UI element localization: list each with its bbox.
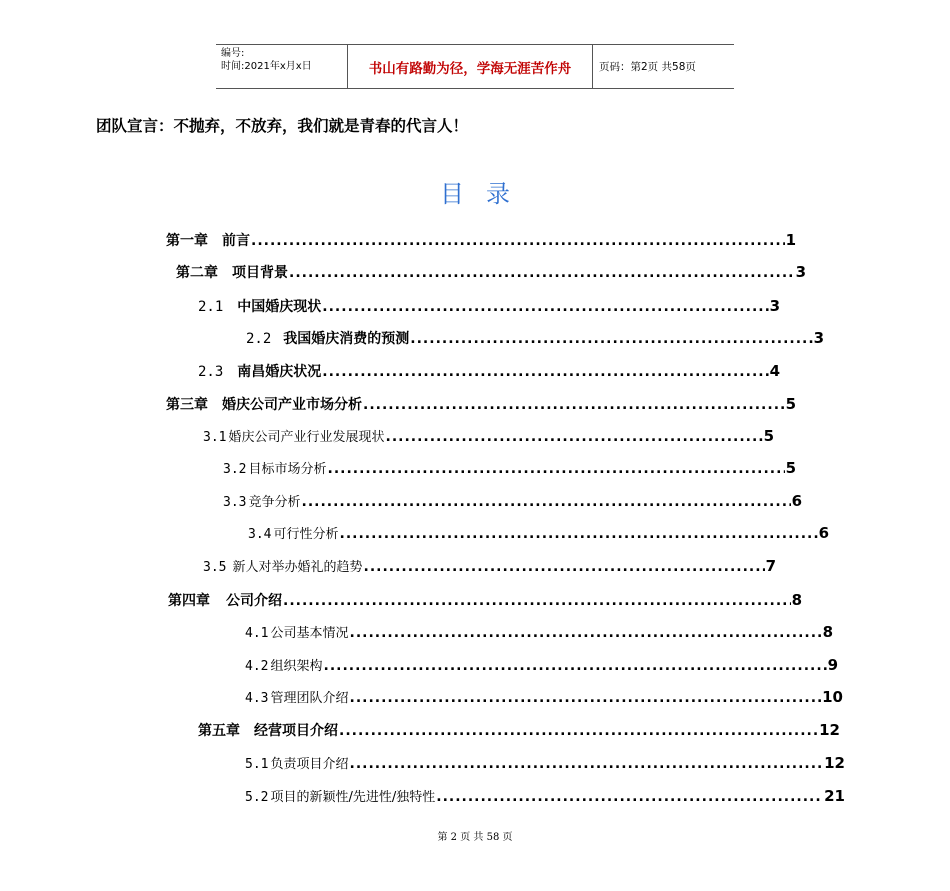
toc-entry-number: 3.1 [203, 430, 227, 445]
toc-entry[interactable] [198, 720, 840, 742]
toc-entry-title: 公司介绍 [226, 593, 282, 609]
toc-leader-dots [339, 723, 818, 739]
toc-entry-title: 公司基本情况 [270, 626, 349, 641]
toc-entry[interactable] [166, 230, 796, 252]
header-motto: 书山有路勤为径，学海无涯苦作舟 [348, 45, 593, 88]
toc-leader-dots [363, 397, 785, 413]
toc-entry[interactable] [223, 491, 802, 513]
toc-leader-dots [386, 429, 763, 445]
toc-entry-title: 前言 [222, 233, 250, 249]
toc-entry-title: 负责项目介绍 [270, 757, 349, 772]
toc-entry-number: 3.3 [223, 495, 247, 510]
toc-entry-title: 中国婚庆现状 [237, 299, 322, 315]
toc-entry-number: 第二章 [176, 265, 218, 281]
toc-entry[interactable] [223, 458, 796, 480]
toc-entry-number: 4.1 [245, 626, 269, 641]
toc-entry-page: 12 [824, 754, 845, 772]
toc-entry[interactable] [245, 786, 845, 808]
toc-entry-title: 经营项目介绍 [254, 723, 338, 739]
toc-entry-page: 7 [765, 557, 776, 575]
toc-entry-page: 3 [795, 263, 806, 281]
toc-entry-page: 8 [791, 591, 802, 609]
toc-entry-page: 1 [785, 231, 796, 249]
toc-entry-title: 管理团队介绍 [270, 691, 349, 706]
toc-entry-page: 3 [769, 297, 780, 315]
toc-entry-number: 第五章 [198, 723, 240, 739]
toc-entry-page: 9 [827, 656, 838, 674]
toc-leader-dots [289, 265, 795, 281]
toc-entry-page: 3 [813, 329, 824, 347]
team-motto: 团队宣言：不抛弃，不放弃，我们就是青春的代言人！ [96, 116, 469, 135]
toc-entry-title: 婚庆公司产业市场分析 [222, 397, 362, 413]
toc-entry[interactable] [198, 361, 780, 383]
toc-entry-title: 我国婚庆消费的预测 [283, 331, 410, 347]
toc-leader-dots [340, 526, 818, 542]
toc-entry-title: 新人对举办婚礼的趋势 [232, 560, 363, 575]
page-header [216, 44, 734, 89]
toc-entry-title: 婚庆公司产业行业发展现状 [228, 430, 385, 445]
toc-entry-number: 2.3 [198, 364, 224, 380]
toc-leader-dots [251, 233, 785, 249]
toc-entry-title: 项目背景 [232, 265, 288, 281]
toc-entry-title: 可行性分析 [273, 527, 339, 542]
page-footer: 第 2 页 共 58 页 [437, 832, 513, 843]
toc-entry-page: 5 [763, 427, 774, 445]
toc-entry-page: 10 [822, 688, 843, 706]
header-page-info: 页码：第2页 共58页 [599, 61, 696, 73]
toc-entry[interactable] [246, 328, 824, 350]
toc-entry-title: 组织架构 [270, 659, 323, 674]
header-date: 时间:2021年x月x日 [221, 61, 312, 72]
toc-entry[interactable] [203, 426, 774, 448]
toc-entry-page: 12 [819, 721, 840, 739]
toc-leader-dots [322, 364, 768, 380]
toc-leader-dots [410, 331, 812, 347]
toc-entry-page: 5 [785, 459, 796, 477]
toc-entry[interactable] [203, 556, 776, 578]
toc-entry-title: 南昌婚庆状况 [237, 364, 322, 380]
toc-entry-number: 4.2 [245, 659, 269, 674]
toc-entry-number: 2.2 [246, 331, 272, 347]
toc-entry[interactable] [245, 687, 843, 709]
toc-leader-dots [322, 299, 768, 315]
toc-leader-dots [364, 559, 765, 575]
toc-entry-number: 第四章 [168, 593, 210, 609]
toc-entry-number: 2.1 [198, 299, 224, 315]
toc-entry-number: 5.2 [245, 790, 269, 805]
toc-title: 目录 [440, 180, 532, 208]
toc-leader-dots [324, 658, 827, 674]
toc-entry-number: 3.5 [203, 560, 227, 575]
toc-entry-page: 4 [769, 362, 780, 380]
toc-leader-dots [350, 690, 822, 706]
toc-leader-dots [436, 789, 823, 805]
toc-entry[interactable] [176, 262, 806, 284]
toc-entry-number: 第三章 [166, 397, 208, 413]
toc-entry-title: 项目的新颖性/先进性/独特性 [270, 790, 436, 805]
toc-leader-dots [328, 461, 785, 477]
toc-entry-page: 6 [818, 524, 829, 542]
toc-entry[interactable] [168, 590, 802, 612]
toc-entry-page: 6 [791, 492, 802, 510]
toc-entry[interactable] [198, 296, 780, 318]
toc-entry-number: 4.3 [245, 691, 269, 706]
toc-entry-number: 3.4 [248, 527, 272, 542]
header-meta [216, 45, 348, 88]
toc-entry-number: 5.1 [245, 757, 269, 772]
toc-entry[interactable] [166, 394, 796, 416]
toc-entry-number: 第一章 [166, 233, 208, 249]
toc-entry[interactable] [245, 753, 845, 775]
toc-entry[interactable] [245, 622, 833, 644]
toc-leader-dots [350, 625, 822, 641]
toc-entry-page: 5 [785, 395, 796, 413]
toc-entry-number: 3.2 [223, 462, 247, 477]
toc-entry[interactable] [248, 523, 829, 545]
toc-entry-page: 8 [822, 623, 833, 641]
header-number-label: 编号: [221, 48, 245, 59]
toc-entry[interactable] [245, 655, 838, 677]
toc-leader-dots [350, 756, 824, 772]
toc-leader-dots [302, 494, 791, 510]
toc-entry-title: 竞争分析 [248, 495, 301, 510]
toc-entry-title: 目标市场分析 [248, 462, 327, 477]
toc-leader-dots [283, 593, 791, 609]
toc-entry-page: 21 [824, 787, 845, 805]
